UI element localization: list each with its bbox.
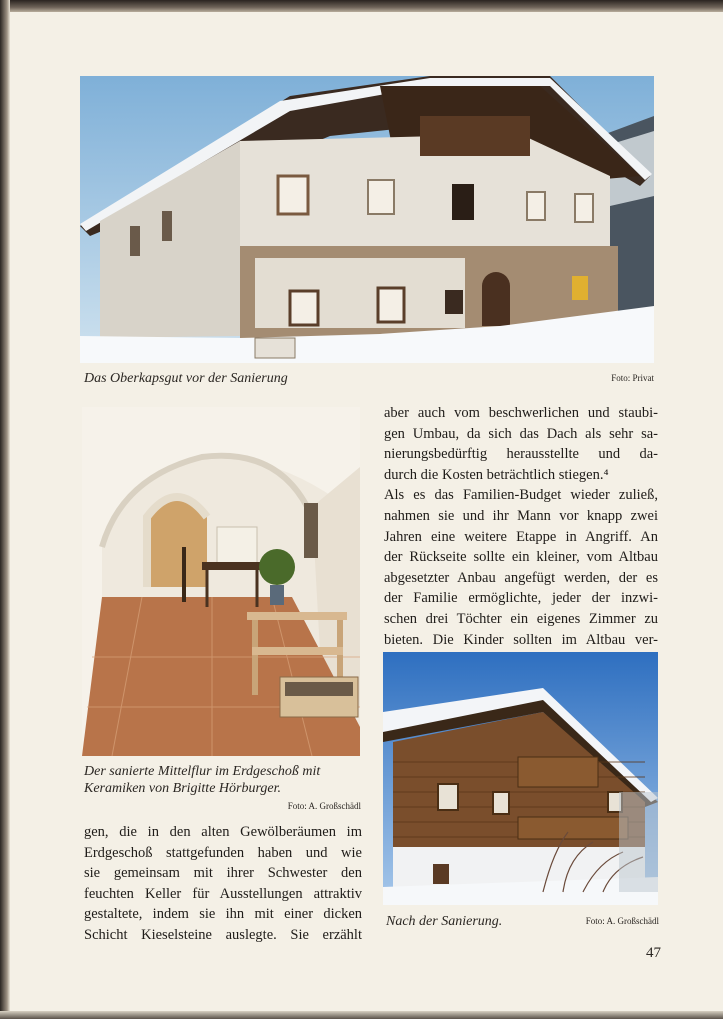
caption-vaulted-hallway-line2: Keramiken von Brigitte Hörburger.	[84, 781, 282, 796]
caption-house-after: Nach der Sanierung.	[386, 914, 503, 929]
caption-vaulted-hallway-line1: Der sanierte Mittelflur im Erdgeschoß mit	[84, 764, 321, 779]
caption-farmhouse-before: Das Oberkapsgut vor der Sanierung	[84, 371, 288, 386]
text-line: nierungsbedürftig herausstellte und da-	[384, 446, 658, 463]
photo-farmhouse-before	[80, 76, 654, 363]
text-line: nahmen sie und ihr Mann vor knapp zwei	[384, 507, 658, 524]
text-line: abgesetzter Anbau angefügt werden, der es	[384, 569, 658, 586]
text-line: Schicht Kieselsteine auslegte. Sie erzählt	[84, 926, 362, 943]
text-line: bieten. Die Kinder sollten im Altbau ver-	[384, 631, 658, 648]
text-line: gen Umbau, da sich das Dach als sehr sa-	[384, 425, 658, 442]
page-bottom-edge	[0, 1011, 723, 1019]
right-column-text	[384, 403, 658, 671]
text-line: der Rückseite sollte ein kleiner, vom Altbau	[384, 549, 658, 566]
text-line: feuchten Keller für Ausstellungen attraktiv	[84, 885, 362, 902]
text-line: durch die Kosten beträchtlich stiegen.⁴	[384, 466, 609, 483]
page-number: 47	[646, 945, 661, 961]
text-line: Erdgeschoß stattgefunden haben und wie	[84, 844, 362, 861]
text-line: schen drei Töchter ein eigenes Zimmer zu	[384, 610, 658, 627]
house-after-image	[383, 652, 658, 905]
text-line: gen, die in den alten Gewölberäumen im	[84, 824, 362, 840]
text-line: Jahren eine weitere Etappe in Angriff. An	[384, 528, 658, 545]
text-line: Als es das Familien-Budget wieder zuließ,	[384, 487, 658, 504]
vaulted-hallway-image	[82, 407, 360, 756]
text-line: aber auch vom beschwerlichen und staubi-	[384, 405, 658, 421]
credit-house-after: Foto: A. Großschädl	[585, 916, 659, 926]
photo-house-after	[383, 652, 658, 905]
credit-farmhouse-before: Foto: Privat	[611, 373, 654, 383]
text-line: gestaltete, indem sie ihn mit einer dicken	[84, 906, 362, 923]
farmhouse-before-image	[80, 76, 654, 363]
page-top-edge	[0, 0, 723, 12]
text-line: der Familie ermöglichte, jeder der inzwi-	[384, 590, 658, 607]
credit-vaulted-hallway: Foto: A. Großschädl	[287, 801, 361, 811]
photo-vaulted-hallway	[82, 407, 360, 756]
page-binding-edge	[0, 0, 10, 1019]
left-column-text	[84, 822, 362, 946]
text-line: sie gemeinsam mit ihrer Schwester den	[84, 865, 362, 882]
